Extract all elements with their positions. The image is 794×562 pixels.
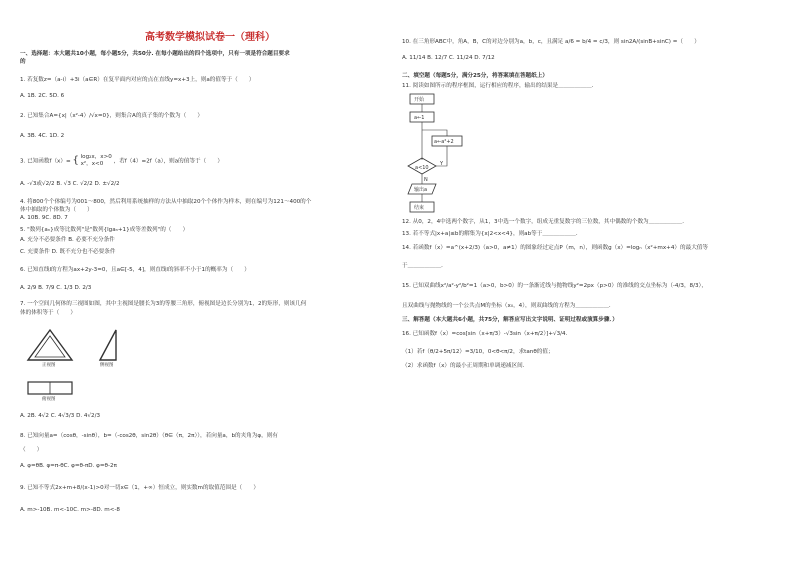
section2-header: 二、填空题（每题5分，满分25分，将答案填在答题纸上） bbox=[402, 73, 548, 79]
question-10-options: A. 11/14 B. 12/7 C. 11/24 D. 7/12 bbox=[402, 55, 495, 61]
question-16: 16. 已知函数f（x）=cos[sin（x+π/3）-√3sin（x+π/2）]+√3/4． bbox=[402, 331, 572, 337]
question-16-part-1: （1）若f（θ/2+5π/12）=3/10，0<θ<π/2，求tanθ的值； bbox=[402, 349, 554, 355]
question-6: 6. 已知直线l的方程为ax+2y-3=0，且a∈[-5，4]，则直线l的斜率不小于1的概率为（ ） bbox=[20, 267, 250, 273]
question-3-case-2: x²，x<0 bbox=[80, 161, 104, 167]
exam-title: 高考数学模拟试卷一（理科） bbox=[145, 32, 275, 43]
question-14-cont: 于＿＿＿＿＿＿． bbox=[402, 263, 447, 269]
side-view-triangle bbox=[100, 330, 116, 360]
brace-symbol: { bbox=[72, 155, 79, 166]
question-7-options: A. 2B. 4√2 C. 4√3/3 D. 4√2/3 bbox=[20, 413, 101, 419]
question-6-options: A. 2/9 B. 7/9 C. 1/3 D. 2/3 bbox=[20, 285, 92, 291]
section1-header-cont: 的 bbox=[20, 59, 26, 65]
front-view-label: 正视图 bbox=[42, 363, 56, 368]
section1-header: 一、选择题：本大题共10小题，每小题5分，共50分. 在每小题给出的四个选项中，只有一项是符合题目要求 bbox=[20, 51, 290, 57]
question-13: 13. 若不等式|x+a|≤b的解集为{x|2<x<4}，则ab等于＿＿＿＿＿＿． bbox=[402, 231, 582, 237]
question-3 bbox=[20, 154, 223, 168]
question-3-tail: ，若f（4）=2f（a），则a的值等于（ ） bbox=[113, 158, 223, 165]
flowchart-end-label: 结束 bbox=[414, 205, 425, 211]
flowchart-no-label: N bbox=[424, 177, 428, 183]
question-3-stem: 3. 已知函数f（x）= bbox=[20, 158, 71, 165]
question-15-cont: 且双曲线与抛物线的一个公共点M的坐标（x₀，4），则双曲线的方程为＿＿＿＿＿＿． bbox=[402, 303, 615, 309]
question-5-option-c: C. 充要条件 D. 既不充分也不必要条件 bbox=[20, 249, 116, 255]
question-15: 15. 已知双曲线x²/a²-y²/b²=1（a>0，b>0）的一条渐近线与抛物线y²=2px（p>0）的准线的交点坐标为（-4/3，8/3）， bbox=[402, 283, 707, 289]
question-5: 5. "数列{aₙ}成等比数列"是"数列{lgaₙ+1}成等差数列"的（ ） bbox=[20, 227, 189, 233]
question-14: 14. 若函数f（x）=a^(x+2/3)（a>0，a≠1）的图象经过定点P（m，n），则函数g（x）=logₙ（x²+mx+4）的最大值等 bbox=[402, 245, 708, 251]
side-view-label: 侧视图 bbox=[100, 363, 114, 368]
question-4-cont: 体中抽取的个体数为（ ） bbox=[20, 207, 93, 213]
question-4: 4. 将800个个体编号为001～800，然后利用系统抽样的方法从中抽取20个个体作为样本，则在编号为121～400的个 bbox=[20, 199, 312, 205]
flowchart-condition-label: a<10 bbox=[415, 165, 429, 171]
section3-header: 三、解答题（本大题共6小题，共75分，解答应写出文字说明、证明过程或演算步骤．） bbox=[402, 317, 618, 323]
question-8-options: A. φ=θB. φ=π-θC. φ=θ-πD. φ=θ-2π bbox=[20, 463, 117, 469]
flowchart-yes-label: Y bbox=[440, 161, 444, 167]
question-7-cont: 体的体积等于（ ） bbox=[20, 310, 76, 316]
question-12: 12. 从0，2，4中选两个数字，从1，3中选一个数字，组成无重复数字的三位数，其中偶数的个数为＿＿＿＿＿＿． bbox=[402, 219, 688, 225]
question-1: 1. 若复数z=（a-i）+3i（a∈R）在复平面内对应的点在直线y=x+3上，则a的值等于（ ） bbox=[20, 77, 255, 83]
question-2: 2. 已知集合A={x|（x²-4）/√x=0}，则集合A的真子集的个数为（ ） bbox=[20, 113, 203, 119]
flowchart-assign-label: a←a²+2 bbox=[434, 139, 454, 145]
question-8-blank: （ ） bbox=[20, 447, 43, 453]
flowchart-start-label: 开始 bbox=[414, 97, 425, 103]
question-9-options: A. m>-10B. m<-10C. m>-8D. m<-8 bbox=[20, 507, 120, 513]
question-8: 8. 已知向量a=（cosθ，-sinθ），b=（-cos2θ，sin2θ）（θ∈（π，2π）），若向量a，b的夹角为φ，则有 bbox=[20, 433, 278, 439]
top-view-label: 俯视图 bbox=[42, 397, 56, 402]
question-16-part-2: （2）求函数f（x）的最小正周期和单调递减区间． bbox=[402, 363, 529, 369]
question-9: 9. 已知不等式2x+m+8/(x-1)>0对一切x∈（1，+∞）恒成立，则实数m的取值范围是（ ） bbox=[20, 485, 259, 491]
front-view-inner bbox=[35, 336, 65, 357]
question-2-options: A. 3B. 4C. 1D. 2 bbox=[20, 133, 65, 139]
question-3-case-1: log₂x，x>0 bbox=[80, 154, 112, 160]
flowchart-init-label: a←1 bbox=[414, 115, 425, 121]
flowchart-output-label: 输出a bbox=[414, 187, 428, 193]
front-view-outer bbox=[28, 330, 72, 360]
question-4-options: A. 10B. 9C. 8D. 7 bbox=[20, 215, 68, 221]
question-10: 10. 在三角形ABC中，角A，B，C的对边分别为a，b，c，且满足 a/6 = b/4 = c/3，则 sin2A/(sinB+sinC) =（ ） bbox=[402, 39, 700, 45]
question-3-options: A. -√3或√2/2 B. √3 C. √2/2 D. ±√2/2 bbox=[20, 181, 120, 187]
question-5-option-a: A. 充分不必要条件 B. 必要不充分条件 bbox=[20, 237, 115, 243]
question-1-options: A. 1B. 2C. 5D. 6 bbox=[20, 93, 65, 99]
question-11: 11. 阅读如图所示的程序框图，运行相应的程序，输出的结果是＿＿＿＿＿＿． bbox=[402, 83, 598, 89]
flowchart bbox=[406, 92, 466, 214]
question-7: 7. 一个空间几何体的三视图如图，其中主视图是腰长为3的等腰三角形，俯视图是边长分别为1，2的矩形，则该几何 bbox=[20, 301, 307, 307]
